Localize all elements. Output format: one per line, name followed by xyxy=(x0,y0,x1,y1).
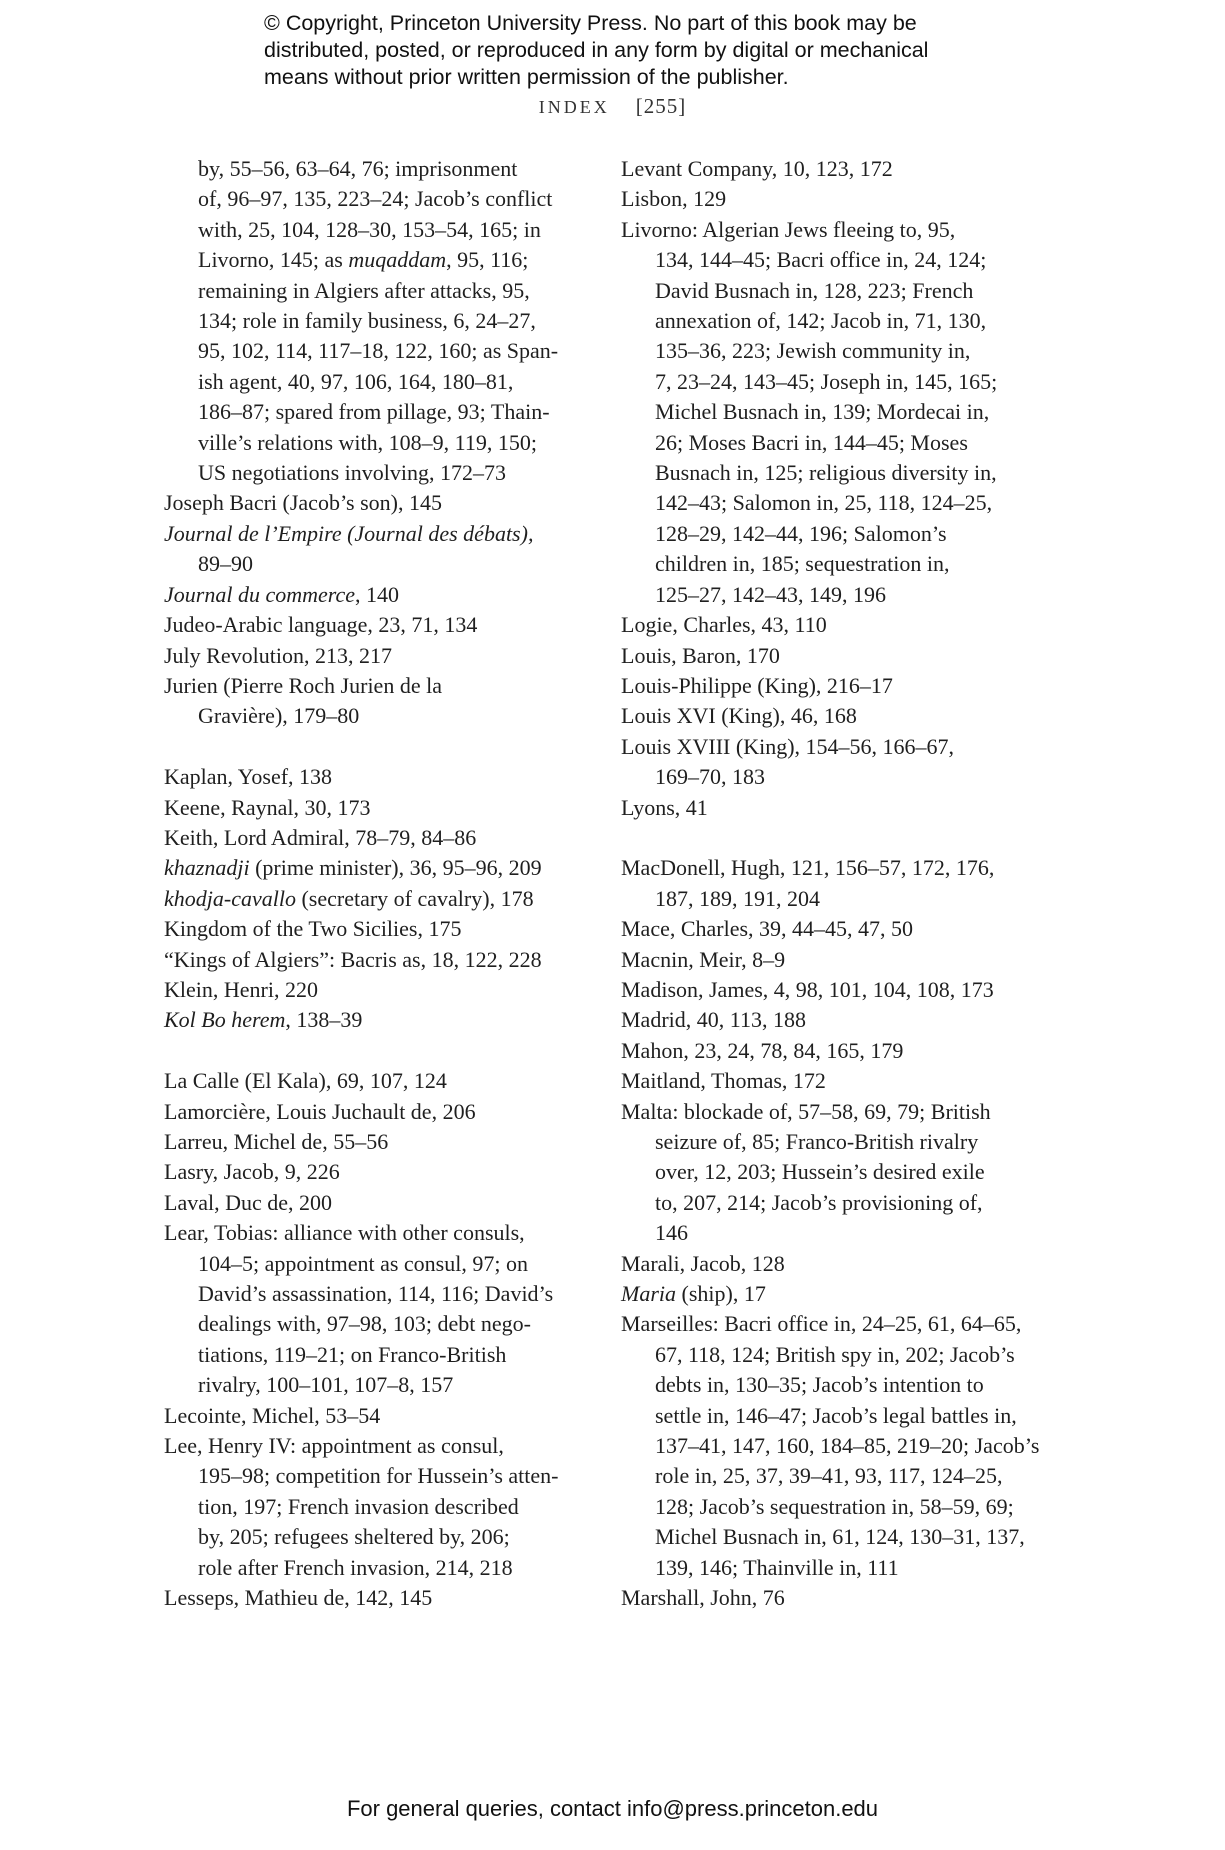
letter-group-gap xyxy=(621,823,1041,853)
entry-continuation: Busnach in, 125; religious diversity in, xyxy=(655,460,997,486)
running-head xyxy=(0,94,1225,119)
index-entry xyxy=(621,1309,1041,1583)
copyright-line: means without prior written permission of the publisher. xyxy=(264,65,789,89)
entry-continuation: 169–70, 183 xyxy=(655,764,765,790)
index-entry: Marshall, John, 76 xyxy=(621,1585,785,1611)
index-continuation-line xyxy=(164,245,584,275)
italic-term: muqaddam xyxy=(348,247,447,273)
entry-continuation: 134, 144–45; Bacri office in, 24, 124; xyxy=(655,247,987,273)
entry-continuation: by, 205; refugees sheltered by, 206; xyxy=(198,1524,510,1550)
entry-continuation: to, 207, 214; Jacob’s provisioning of, xyxy=(655,1189,983,1215)
index-entry: Mahon, 23, 24, 78, 84, 165, 179 xyxy=(621,1037,904,1063)
index-entry: Lamorcière, Louis Juchault de, 206 xyxy=(164,1098,476,1124)
index-entry: Louis, Baron, 170 xyxy=(621,642,780,668)
index-entry xyxy=(621,215,1041,610)
entry-continuation: over, 12, 203; Hussein’s desired exile xyxy=(655,1159,985,1185)
index-entry: Madrid, 40, 113, 188 xyxy=(621,1007,806,1033)
entry-continuation: 146 xyxy=(655,1220,688,1246)
entry-continuation: 89–90 xyxy=(198,551,253,577)
index-continuation-line: remaining in Algiers after attacks, 95, xyxy=(198,277,530,303)
entry-continuation: Gravière), 179–80 xyxy=(198,703,360,729)
entry-continuation: 135–36, 223; Jewish community in, xyxy=(655,338,971,364)
index-entry: Keith, Lord Admiral, 78–79, 84–86 xyxy=(164,824,477,850)
entry-continuation: rivalry, 100–101, 107–8, 157 xyxy=(198,1372,454,1398)
entry-continuation: role in, 25, 37, 39–41, 93, 117, 124–25, xyxy=(655,1463,1003,1489)
index-entry: La Calle (El Kala), 69, 107, 124 xyxy=(164,1068,447,1094)
running-head-label: INDEX xyxy=(538,97,610,117)
index-entry: Macnin, Meir, 8–9 xyxy=(621,946,786,972)
entry-continuation: 137–41, 147, 160, 184–85, 219–20; Jacob’s xyxy=(655,1433,1040,1459)
text-run: MacDonell, Hugh, 121, 156–57, 172, 176, xyxy=(621,855,995,881)
index-entry xyxy=(164,1218,584,1400)
entry-continuation: settle in, 146–47; Jacob’s legal battles in, xyxy=(655,1402,1017,1428)
index-continuation-line: ish agent, 40, 97, 106, 164, 180–81, xyxy=(198,368,514,394)
copyright-notice xyxy=(264,10,1024,91)
index-entry: Madison, James, 4, 98, 101, 104, 108, 173 xyxy=(621,976,994,1002)
index-entry: Larreu, Michel de, 55–56 xyxy=(164,1128,389,1154)
text-run: Lear, Tobias: alliance with other consuls, xyxy=(164,1220,525,1246)
letter-group-gap xyxy=(164,1036,584,1066)
text-run: Jurien (Pierre Roch Jurien de la xyxy=(164,672,442,698)
index-entry: Levant Company, 10, 123, 172 xyxy=(621,156,893,181)
index-entry xyxy=(164,1005,584,1035)
entry-continuation: 195–98; competition for Hussein’s atten- xyxy=(198,1463,559,1489)
index-continuation-line: by, 55–56, 63–64, 76; imprisonment xyxy=(198,156,518,181)
index-column-right xyxy=(621,154,1041,1613)
text-run: Marseilles: Bacri office in, 24–25, 61, 64–65, xyxy=(621,1311,1022,1337)
entry-continuation: David Busnach in, 128, 223; French xyxy=(655,277,974,303)
footer-contact: For general queries, contact info@press.princeton.edu xyxy=(346,1796,879,1821)
entry-continuation: 128; Jacob’s sequestration in, 58–59, 69; xyxy=(655,1493,1014,1519)
index-entry xyxy=(164,884,584,914)
index-entry: Maitland, Thomas, 172 xyxy=(621,1068,826,1094)
entry-continuation: children in, 185; sequestration in, xyxy=(655,551,950,577)
entry-continuation: tiations, 119–21; on Franco-British xyxy=(198,1341,507,1367)
index-continuation-line: 134; role in family business, 6, 24–27, xyxy=(198,308,536,334)
text-run: , 140 xyxy=(355,581,400,607)
index-column-left xyxy=(164,154,584,1613)
index-entry: Klein, Henri, 220 xyxy=(164,976,318,1002)
entry-continuation: David’s assassination, 114, 116; David’s xyxy=(198,1281,554,1306)
entry-continuation: 7, 23–24, 143–45; Joseph in, 145, 165; xyxy=(655,368,998,394)
text-run: , 138–39 xyxy=(285,1007,363,1033)
entry-continuation: Michel Busnach in, 61, 124, 130–31, 137, xyxy=(655,1524,1025,1550)
index-entry: Logie, Charles, 43, 110 xyxy=(621,612,827,638)
entry-continuation: 187, 189, 191, 204 xyxy=(655,885,820,911)
index-entry xyxy=(621,1097,1041,1249)
entry-continuation: annexation of, 142; Jacob in, 71, 130, xyxy=(655,308,987,334)
entry-continuation: Michel Busnach in, 139; Mordecai in, xyxy=(655,399,990,425)
entry-continuation: tion, 197; French invasion described xyxy=(198,1493,519,1519)
index-entry: “Kings of Algiers”: Bacris as, 18, 122, 228 xyxy=(164,946,542,972)
text-run: (secretary of cavalry), 178 xyxy=(295,885,534,911)
entry-continuation: seizure of, 85; Franco-British rivalry xyxy=(655,1128,979,1154)
index-entry: Marali, Jacob, 128 xyxy=(621,1250,785,1276)
index-entry: Mace, Charles, 39, 44–45, 47, 50 xyxy=(621,916,914,942)
index-entry: Lesseps, Mathieu de, 142, 145 xyxy=(164,1585,433,1611)
index-entry: Joseph Bacri (Jacob’s son), 145 xyxy=(164,490,443,516)
entry-continuation: 104–5; appointment as consul, 97; on xyxy=(198,1250,528,1276)
index-entry xyxy=(164,853,584,883)
index-entry xyxy=(621,732,1041,793)
index-entry: Kingdom of the Two Sicilies, 175 xyxy=(164,916,462,942)
index-entry: July Revolution, 213, 217 xyxy=(164,642,392,668)
entry-continuation: 67, 118, 124; British spy in, 202; Jacob’s xyxy=(655,1341,1015,1367)
entry-continuation: 139, 146; Thainville in, 111 xyxy=(655,1554,899,1580)
text-run: (prime minister), 36, 95–96, 209 xyxy=(249,855,542,881)
text-run: Livorno: Algerian Jews fleeing to, 95, xyxy=(621,216,956,242)
italic-term: Kol Bo herem xyxy=(164,1007,286,1033)
index-entry: Keene, Raynal, 30, 173 xyxy=(164,794,371,820)
text-run: Livorno, 145; as xyxy=(198,247,349,273)
index-continuation-line: ville’s relations with, 108–9, 119, 150; xyxy=(198,429,537,455)
index-entry: Louis XVI (King), 46, 168 xyxy=(621,703,857,729)
entry-continuation: 128–29, 142–44, 196; Salomon’s xyxy=(655,520,947,546)
entry-continuation: 142–43; Salomon in, 25, 118, 124–25, xyxy=(655,490,993,516)
copyright-line: distributed, posted, or reproduced in any form by digital or mechanical xyxy=(264,38,929,62)
index-continuation-line: of, 96–97, 135, 223–24; Jacob’s conflict xyxy=(198,186,553,212)
entry-continuation: 26; Moses Bacri in, 144–45; Moses xyxy=(655,429,968,455)
index-entry xyxy=(621,853,1041,914)
entry-continuation: debts in, 130–35; Jacob’s intention to xyxy=(655,1372,984,1398)
entry-continuation: role after French invasion, 214, 218 xyxy=(198,1554,513,1580)
copyright-line: © Copyright, Princeton University Press. No part of this book may be xyxy=(264,11,917,35)
page-number: [255] xyxy=(635,94,687,118)
index-entry xyxy=(164,580,584,610)
index-continuation-line: 95, 102, 114, 117–18, 122, 160; as Span- xyxy=(198,338,559,364)
index-continuation-line: US negotiations involving, 172–73 xyxy=(198,460,506,486)
italic-term: Journal de l’Empire (Journal des débats), xyxy=(164,520,534,546)
italic-term: Journal du commerce xyxy=(164,581,356,607)
text-run: Lee, Henry IV: appointment as consul, xyxy=(164,1433,504,1459)
index-entry: Lecointe, Michel, 53–54 xyxy=(164,1402,381,1428)
italic-term: khodja-cavallo xyxy=(164,885,296,911)
text-run: Malta: blockade of, 57–58, 69, 79; British xyxy=(621,1098,991,1124)
text-run: , 95, 116; xyxy=(446,247,529,273)
entry-continuation: 125–27, 142–43, 149, 196 xyxy=(655,581,886,607)
index-entry: Kaplan, Yosef, 138 xyxy=(164,764,333,790)
entry-continuation: dealings with, 97–98, 103; debt nego- xyxy=(198,1311,532,1337)
letter-group-gap xyxy=(164,732,584,762)
index-entry xyxy=(164,671,584,732)
italic-term: khaznadji xyxy=(164,855,250,881)
index-entry: Louis-Philippe (King), 216–17 xyxy=(621,672,893,698)
text-run: Louis XVIII (King), 154–56, 166–67, xyxy=(621,733,955,759)
italic-term: Maria xyxy=(621,1281,676,1307)
text-run: (ship), 17 xyxy=(676,1281,766,1307)
index-entry: Laval, Duc de, 200 xyxy=(164,1189,332,1215)
index-entry: Lasry, Jacob, 9, 226 xyxy=(164,1159,340,1185)
index-entry: Lyons, 41 xyxy=(621,794,708,820)
index-continuation-line: with, 25, 104, 128–30, 153–54, 165; in xyxy=(198,216,541,242)
index-entry: Lisbon, 129 xyxy=(621,186,727,212)
index-entry xyxy=(621,1279,1041,1309)
index-continuation-line: 186–87; spared from pillage, 93; Thain- xyxy=(198,399,550,425)
index-entry xyxy=(164,519,584,580)
index-entry: Judeo-Arabic language, 23, 71, 134 xyxy=(164,612,478,638)
index-entry xyxy=(164,1431,584,1583)
